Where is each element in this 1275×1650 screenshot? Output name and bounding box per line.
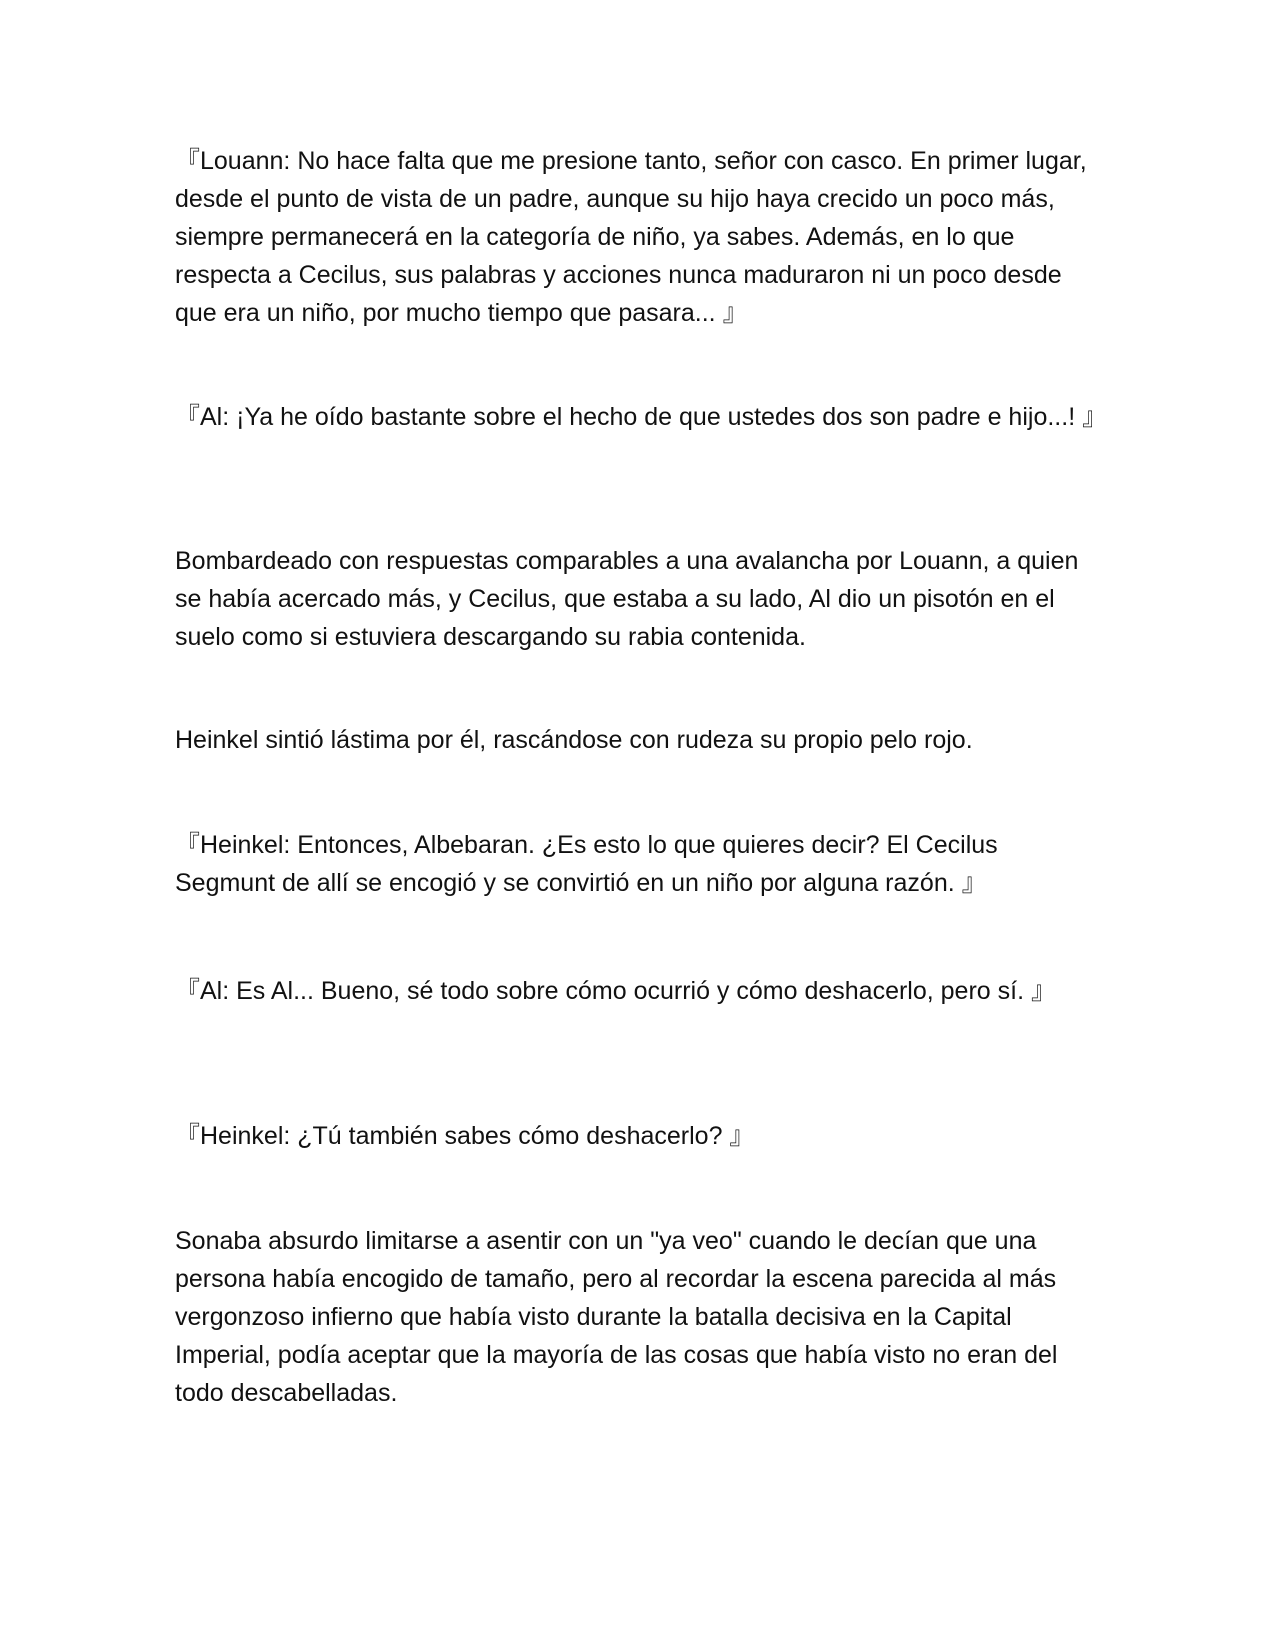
paragraph-narration-2: Heinkel sintió lástima por él, rascándose con rudeza su propio pelo rojo. [175, 726, 973, 754]
paragraph-narration-1: Bombardeado con respuestas comparables a una avalancha por Louann, a quien se había acercado más, y Cecilus, que estaba a su lado, Al dio un pisotón en el suelo como si estuviera descargando su rabia contenida. [175, 547, 1079, 651]
paragraph-heinkel-dialogue-2: 『Heinkel: ¿Tú también sabes cómo deshacerlo? 』 [175, 1122, 755, 1150]
paragraph-louann-dialogue: 『Louann: No hace falta que me presione tanto, señor con casco. En primer lugar, desde el punto de vista de un padre, aunque su hijo haya crecido un poco más, siempre permanecerá en la categoría de niño, ya sabes. Además, en lo que respecta a Cecilus, sus palabras y acciones nunca maduraron ni un poco desde que era un niño, por mucho tiempo que pasara... 』 [175, 147, 1087, 327]
paragraph-narration-3: Sonaba absurdo limitarse a asentir con un "ya veo" cuando le decían que una persona había encogido de tamaño, pero al recordar la escena parecida al más vergonzoso infierno que había visto durante la batalla decisiva en la Capital Imperial, podía aceptar que la mayoría de las cosas que había visto no eran del todo descabelladas. [175, 1227, 1058, 1407]
paragraph-al-dialogue-2: 『Al: Es Al... Bueno, sé todo sobre cómo ocurrió y cómo deshacerlo, pero sí. 』 [175, 977, 1056, 1005]
paragraph-al-dialogue-1: 『Al: ¡Ya he oído bastante sobre el hecho de que ustedes dos son padre e hijo...! 』 [175, 403, 1108, 431]
paragraph-heinkel-dialogue-1: 『Heinkel: Entonces, Albebaran. ¿Es esto lo que quieres decir? El Cecilus Segmunt de allí se encogió y se convirtió en un niño por alguna razón. 』 [175, 831, 998, 897]
